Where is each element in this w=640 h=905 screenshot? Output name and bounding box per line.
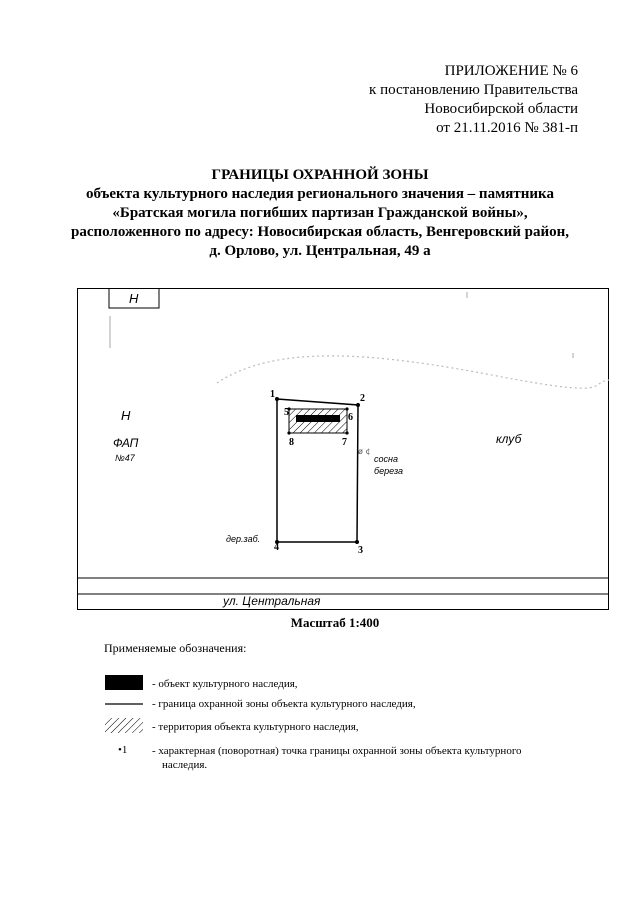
appendix-header (369, 62, 578, 138)
label-fap-number: №47 (115, 453, 135, 463)
point-label-6: 6 (348, 412, 353, 423)
appendix-ref-line: к постановлению Правительства (369, 82, 578, 98)
document-title (0, 166, 640, 261)
label-building-left: Н (121, 408, 131, 423)
legend-heading: Применяемые обозначения: (104, 641, 247, 655)
tree-symbol-icon: ø ¢ (358, 447, 371, 456)
map-frame (78, 289, 609, 610)
legend-object-swatch (105, 675, 143, 690)
legend-point-dot-icon: • (118, 744, 122, 756)
legend-item-object: - объект культурного наследия, (152, 678, 298, 690)
point-label-2: 2 (360, 393, 365, 404)
title-line-3: «Братская могила погибших партизан Гражданской войны», (112, 205, 528, 221)
heritage-object (296, 415, 340, 422)
title-line-4: расположенного по адресу: Новосибирская область, Венгеровский район, (70, 224, 570, 240)
legend-item-point-line1: - характерная (поворотная) точка границы охранной зоны объекта культурного (152, 745, 522, 757)
title-line-2: объекта культурного наследия регионального значения – памятника (86, 186, 554, 202)
legend-territory-swatch (105, 718, 143, 733)
point-label-8: 8 (289, 437, 294, 448)
title-line-5: д. Орлово, ул. Центральная, 49 а (209, 243, 431, 259)
label-wood-fence: дер.заб. (226, 534, 261, 544)
legend-point-number: 1 (121, 744, 128, 756)
zone-point-1 (275, 397, 279, 401)
point-label-7: 7 (342, 437, 347, 448)
label-street: ул. Центральная (223, 594, 321, 608)
legend-item-boundary: - граница охранной зоны объекта культурного наследия, (152, 698, 416, 710)
point-label-5: 5 (284, 407, 289, 418)
map-scale: Масштаб 1:400 (290, 615, 380, 630)
zone-point-6 (345, 407, 348, 410)
legend-item-territory: - территория объекта культурного наследия, (152, 721, 359, 733)
point-label-1: 1 (270, 389, 275, 400)
zone-point-7 (345, 431, 348, 434)
label-pine: сосна (374, 454, 398, 464)
zone-point-8 (287, 431, 290, 434)
zone-point-3 (355, 540, 359, 544)
legend-symbols (105, 675, 145, 775)
title-line-1: ГРАНИЦЫ ОХРАННОЙ ЗОНЫ (211, 167, 429, 183)
appendix-region: Новосибирской области (424, 101, 578, 117)
appendix-date: от 21.11.2016 № 381-п (436, 120, 578, 136)
point-label-3: 3 (358, 545, 363, 556)
legend-item-point-line2: наследия. (162, 759, 208, 771)
protection-zone-map (77, 288, 609, 610)
legend-point-symbol (118, 744, 127, 756)
legend-item-point (152, 744, 582, 772)
point-label-4: 4 (274, 542, 279, 553)
label-club: клуб (496, 432, 522, 446)
appendix-number: ПРИЛОЖЕНИЕ № 6 (444, 63, 578, 79)
label-birch: береза (374, 466, 404, 476)
label-building-top: Н (129, 291, 139, 306)
label-fap: ФАП (113, 436, 139, 450)
